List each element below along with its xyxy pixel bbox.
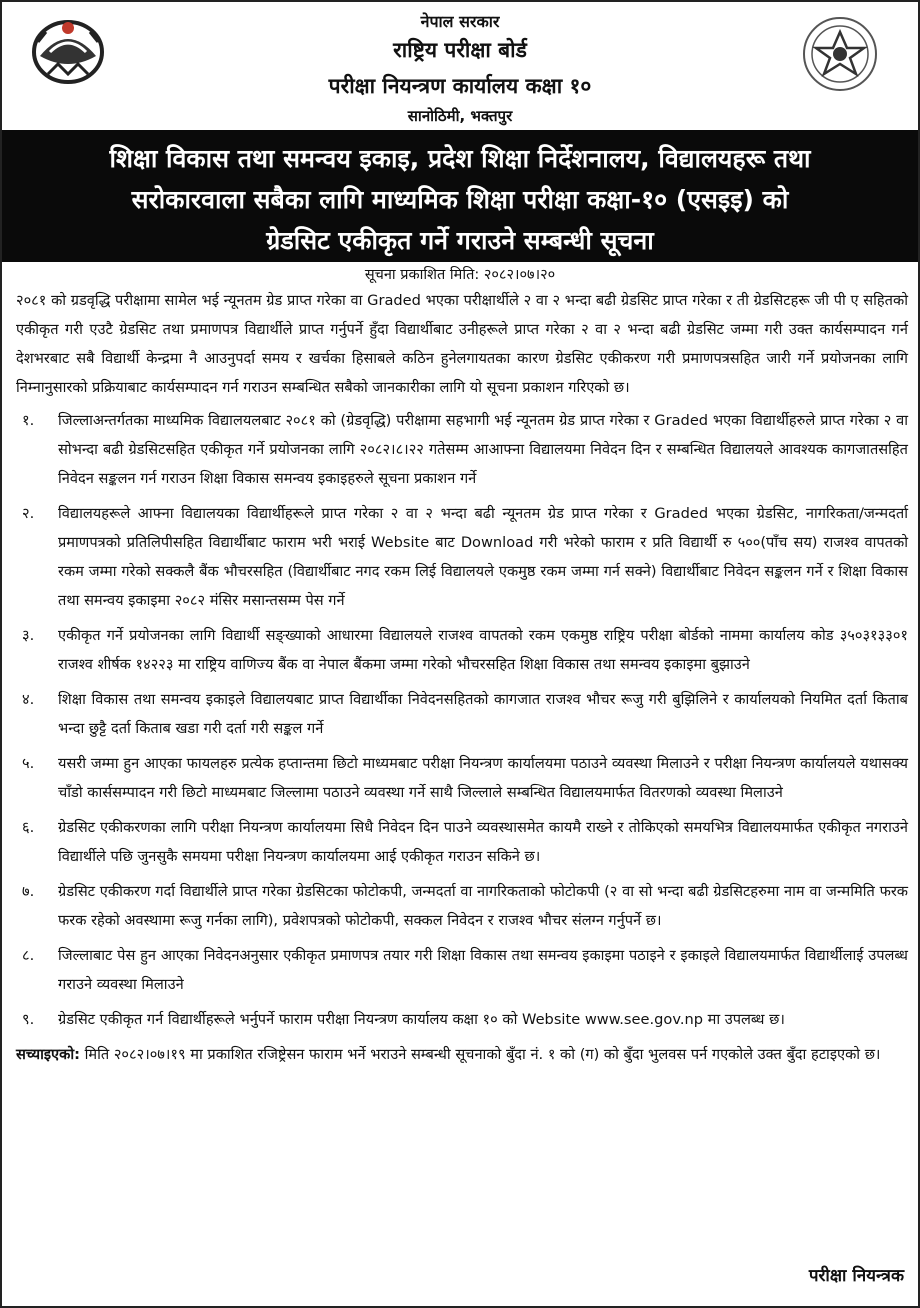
item-number: ५. xyxy=(22,755,35,772)
item-number: ४. xyxy=(22,691,35,708)
list-item xyxy=(16,406,908,493)
item-number: २. xyxy=(22,505,35,522)
item-number: ६. xyxy=(22,819,35,836)
list-item xyxy=(16,1005,908,1034)
national-examination-board-seal-icon xyxy=(800,14,880,94)
list-item xyxy=(16,813,908,871)
item-text: यसरी जम्मा हुन आएका फायलहरु प्रत्येक हप्तान्तमा छिटो माध्यमबाट परीक्षा नियन्त्रण कार्यालयमा पठाउने व्यवस्था मिलाउने र परीक्षा नियन्त्रण कार्यालयले यथासक्य चाँडो कार्ससम्पादन गरी छिटो माध्यमबाट जिल्लामा पठाउने व्यवस्था गर्ने साथै जिल्लाले सम्बन्धित विद्यालयमार्फत वितरणको व्यवस्था मिलाउने xyxy=(58,755,908,801)
banner-line-2: सरोकारवाला सबैका लागि माध्यमिक शिक्षा परीक्षा कक्षा-१० (एसइइ) को xyxy=(131,185,789,214)
item-text: जिल्लाअन्तर्गतका माध्यमिक विद्यालयलबाट २०८१ को (ग्रेडवृद्धि) परीक्षामा सहभागी भई न्यूनतम ग्रेड प्राप्त गरेका र Graded भएका विद्यार्थीहरुले प्राप्त गरेका २ वा सोभन्दा बढी ग्रेडसिटसहित एकीकृत गर्ने प्रयोजनका लागि २०८२।८।२२ गतेसम्म आआफ्ना विद्यालयमा निवेदन दिन र सम्बन्धित विद्यालयले आवश्यक कागजातसहित निवेदन सङ्कलन गर्न गराउन शिक्षा विकास समन्वय इकाइहरुले सूचना प्रकाशन गर्ने xyxy=(58,412,908,487)
office-name: परीक्षा नियन्त्रण कार्यालय कक्षा १० xyxy=(328,74,592,98)
item-text: ग्रेडसिट एकीकरण गर्दा विद्यार्थीले प्राप्त गरेका ग्रेडसिटका फोटोकपी, जन्मदर्ता वा नागरिकताको फोटोकपी (२ वा सो भन्दा बढी ग्रेडसिटहरुमा नाम वा जन्ममिति फरक फरक रहेको अवस्थामा रूजु गर्नका लागि), प्रवेशपत्रको फोटोकपी, सक्कल निवेदन र राजश्व भौचर संलग्न गर्नुपर्ने छ। xyxy=(58,883,908,929)
intro-paragraph: २०८१ को ग्रडवृद्धि परीक्षामा सामेल भई न्यूनतम ग्रेड प्राप्त गरेका वा Graded भएका परीक्षार्थीले २ वा २ भन्दा बढी ग्रेडसिट प्राप्त गरेका र ती ग्रेडसिटहरू जी पी ए सहितको एकीकृत गरी एउटै ग्रेडसिट तथा प्रमाणपत्र विद्यार्थीले प्राप्त गर्नुपर्ने हुँदा विद्यार्थीबाट उनीहरूले प्राप्त गरेका २ वा २ भन्दा बढी ग्रेडसिट जम्मा गरी उक्त कार्यसम्पादन गर्न देशभरबाट सबै विद्यार्थी केन्द्रमा नै आउनुपर्दा समय र खर्चका हिसाबले कठिन हुनेलगायतका कारण ग्रेडसिट एकीकरण गरी प्रमाणपत्रसहित जारी गर्ने प्रयोजनका लागि निम्नानुसारको प्रक्रियाबाट कार्यसम्पादन गर्न गराउन सम्बन्धित सबैको जानकारीका लागि यो सूचना प्रकाशन गरिएको छ। xyxy=(16,292,908,396)
office-location: सानोठिमी, भक्तपुर xyxy=(407,107,513,125)
item-text: ग्रेडसिट एकीकृत गर्न विद्यार्थीहरूले भर्नुपर्ने फाराम परीक्षा नियन्त्रण कार्यालय कक्षा १० को Website www.see.gov.np मा उपलब्ध छ। xyxy=(58,1011,785,1028)
publication-date: सूचना प्रकाशित मिति: २०८२।०७।२० xyxy=(364,267,556,283)
letterhead xyxy=(2,2,918,130)
correction-text: मिति २०८२।०७।१९ मा प्रकाशित रजिष्ट्रेसन फाराम भर्ने भराउने सम्बन्धी सूचनाको बुँदा नं. १ को (ग) को बुँदा भुलवस पर्न गएकोले उक्त बुँदा हटाइएको छ। xyxy=(79,1046,881,1063)
signatory-title: परीक्षा नियन्त्रक xyxy=(808,1266,904,1286)
procedure-list xyxy=(16,406,908,1034)
list-item xyxy=(16,749,908,807)
item-number: ९. xyxy=(22,1011,35,1028)
item-number: १. xyxy=(22,412,35,429)
item-text: एकीकृत गर्ने प्रयोजनका लागि विद्यार्थी सङ्ख्याको आधारमा विद्यालयले राजश्व वापतको रकम एकमुष्ठ राष्ट्रिय परीक्षा बोर्डको नाममा कार्यालय कोड ३५०३१३३०१ राजश्व शीर्षक १४२२३ मा राष्ट्रिय वाणिज्य बैंक वा नेपाल बैंकमा जम्मा गरेको भौचरसहित शिक्षा विकास तथा समन्वय इकाइमा बुझाउने xyxy=(58,627,908,673)
correction-label: सच्याइएको: xyxy=(16,1046,80,1063)
list-item xyxy=(16,499,908,615)
banner-line-3: ग्रेडसिट एकीकृत गर्ने गराउने सम्बन्धी सूचना xyxy=(266,226,654,255)
list-item xyxy=(16,941,908,999)
list-item xyxy=(16,685,908,743)
item-number: ८. xyxy=(22,947,35,964)
item-number: ७. xyxy=(22,883,35,900)
item-number: ३. xyxy=(22,627,35,644)
list-item xyxy=(16,877,908,935)
item-text: विद्यालयहरूले आफ्ना विद्यालयका विद्यार्थीहरूले प्राप्त गरेका २ वा २ भन्दा बढी न्यूनतम ग्रेड प्राप्त गरेका र Graded भएका ग्रेडसिट, नागरिकता/जन्मदर्ता प्रमाणपत्रको प्रतिलिपीसहित विद्यार्थीबाट फाराम भरी भराई Website बाट Download गरी भरेको फाराम र प्रति विद्यार्थी रु ५००(पाँच सय) राजश्व वापतको रकम जम्मा गरेको सक्कलै बैंक भौचरसहित (विद्यार्थीबाट नगद रकम लिई विद्यालयले एकमुष्ठ रकम जम्मा गर्न सक्ने) विद्यार्थीबाट निवेदन सङ्कलन गर्ने र शिक्षा विकास तथा समन्वय इकाइमा २०८२ मंसिर मसान्तसम्म पेस गर्ने xyxy=(58,505,908,609)
notice-body xyxy=(2,286,918,1069)
item-text: शिक्षा विकास तथा समन्वय इकाइले विद्यालयबाट प्राप्त विद्यार्थीका निवेदनसहितको कागजात राजश्व भौचर रूजु गरी बुझिलिने र कार्यालयको नियमित दर्ता किताब भन्दा छुट्टै दर्ता किताब खडा गरी दर्ता गरी सङ्कल गर्ने xyxy=(58,691,908,737)
item-text: जिल्लाबाट पेस हुन आएका निवेदनअनुसार एकीकृत प्रमाणपत्र तयार गरी शिक्षा विकास तथा समन्वय इकाइमा पठाइने र इकाइले विद्यालयमार्फत विद्यार्थीलाई उपलब्ध गराउने व्यवस्था मिलाउने xyxy=(58,947,908,993)
correction-note xyxy=(16,1040,908,1069)
government-name: नेपाल सरकार xyxy=(420,12,500,31)
banner-line-1: शिक्षा विकास तथा समन्वय इकाइ, प्रदेश शिक्षा निर्देशनालय, विद्यालयहरू तथा xyxy=(109,144,811,173)
board-name: राष्ट्रिय परीक्षा बोर्ड xyxy=(393,38,527,62)
item-text: ग्रेडसिट एकीकरणका लागि परीक्षा नियन्त्रण कार्यालयमा सिधै निवेदन दिन पाउने व्यवस्थासमेत कायमै राख्ने र तोकिएको समयभित्र विद्यालयमार्फत एकीकृत नगराउने विद्यार्थीले पछि जुनसुकै समयमा परीक्षा नियन्त्रण कार्यालयमा आई एकीकृत गराउन सकिने छ। xyxy=(58,819,908,865)
list-item xyxy=(16,621,908,679)
notice-title-banner xyxy=(2,130,918,262)
